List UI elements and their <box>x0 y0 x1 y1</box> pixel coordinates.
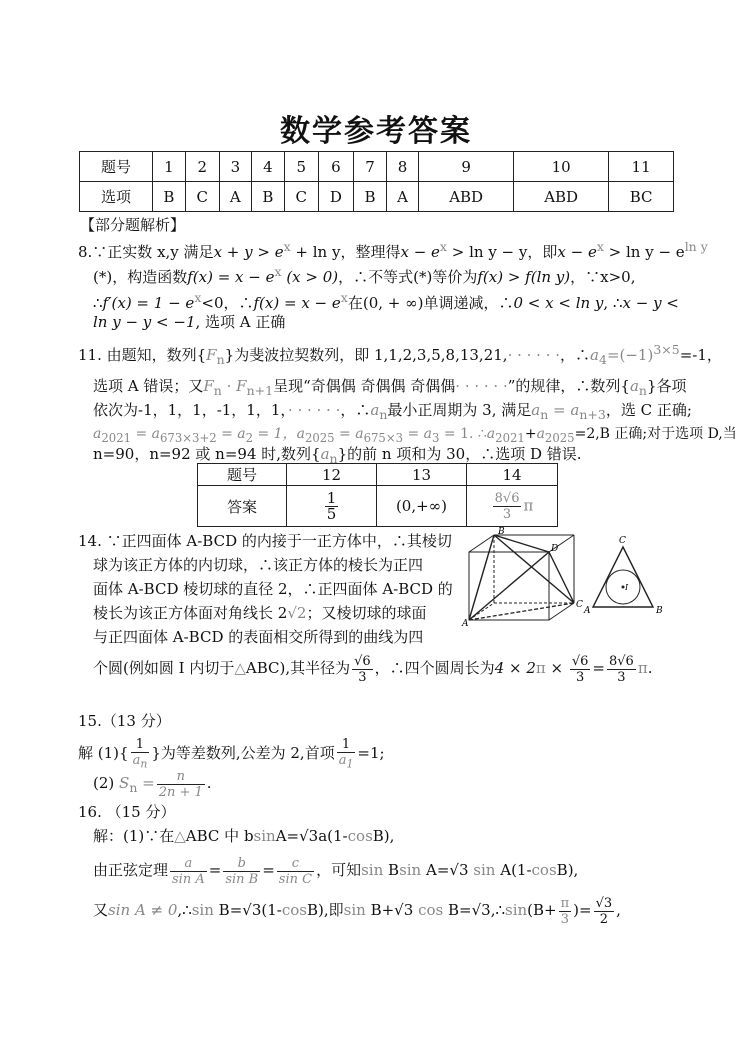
table-cell <box>467 486 558 527</box>
fraction <box>223 856 260 887</box>
text: (*)，构造函数 <box>93 268 188 286</box>
math-sup: ln y <box>684 239 708 254</box>
denominator: 5 <box>326 504 337 523</box>
text: B),即 <box>306 901 344 919</box>
table-row <box>198 464 558 486</box>
math: sin <box>399 861 422 879</box>
text: , 选项 A 正确 <box>195 313 286 331</box>
math: = a <box>216 426 246 442</box>
text: A(1- <box>500 861 532 879</box>
text: 由正弦定理 <box>93 861 169 879</box>
q15-header: 15.（13 分） <box>78 712 171 730</box>
math-sub: 675×3 <box>363 430 404 445</box>
q16-line-3 <box>93 890 621 930</box>
math: √2 <box>287 604 307 622</box>
text: B= <box>447 901 472 919</box>
numerator: 1 <box>131 737 150 753</box>
numerator: 8√6 <box>494 490 520 506</box>
text: }为斐波拉契数列，即 1,1,2,3,5,8,13,21, <box>224 346 508 364</box>
math: f(x) = x − e <box>187 268 275 286</box>
table-cell: 2 <box>185 152 219 182</box>
fraction <box>607 654 636 685</box>
ellipsis: · · · · · · <box>287 401 341 419</box>
text: ，∴不等式(*)等价为 <box>338 268 478 286</box>
q16-line-2: 由正弦定理 $\frac{a}{\text{sin A}}$ = $\frac{b}{\text{sin B}}$ = $\frac{c}{\text{sin C}}$ ，可知sin Bsin A=√3 sin A(1-cosB), <box>93 855 579 887</box>
text: ，可知 <box>316 861 362 879</box>
triangle-figure <box>593 547 653 607</box>
text: }各项 <box>646 377 687 395</box>
math: a <box>590 346 599 364</box>
text: 解：(1)∵在 <box>93 827 175 845</box>
math: = a <box>403 426 433 442</box>
text: B= <box>218 901 243 919</box>
math: · F <box>221 377 247 395</box>
page-title: 数学参考答案 <box>280 114 472 149</box>
math: = <box>592 659 605 677</box>
math-sub: n <box>140 757 148 771</box>
math-sub: n <box>329 451 338 466</box>
math: cos <box>281 901 307 919</box>
math-sub: n <box>638 383 647 398</box>
table-cell: ABD <box>419 182 514 212</box>
math: sin <box>473 861 496 879</box>
q16-line-1 <box>93 826 394 846</box>
numerator: √6 <box>571 653 589 669</box>
math: cos <box>347 827 373 845</box>
math: √3 <box>242 901 262 919</box>
math-sup: x <box>439 239 447 254</box>
cube-label: A <box>462 619 469 627</box>
math-sub: n <box>216 352 225 367</box>
cube-label: D <box>551 544 559 554</box>
text: B), <box>556 861 579 879</box>
math-sup: x <box>340 290 348 305</box>
math-sub: 673×3+2 <box>160 430 217 445</box>
text: ,∴ <box>177 901 192 919</box>
fraction <box>170 856 207 887</box>
fraction <box>352 654 373 685</box>
text: 又 <box>93 901 109 919</box>
denominator: sin B <box>225 871 259 887</box>
math-sup: 3×5 <box>653 342 680 357</box>
denominator: 2n + 1 <box>158 784 203 800</box>
table-cell: 5 <box>284 152 318 182</box>
table-cell: 题号 <box>198 464 287 486</box>
math: sin <box>361 861 384 879</box>
math-sub: 1 <box>346 757 354 771</box>
numerator: a <box>170 856 207 872</box>
denominator: 3 <box>560 911 570 927</box>
fraction <box>157 769 205 800</box>
numerator: π <box>560 895 570 911</box>
fraction <box>325 488 339 523</box>
q14-line-4 <box>93 603 426 623</box>
math: =(−1) <box>606 346 654 364</box>
text: , ∴ <box>603 294 623 312</box>
fraction <box>559 896 572 927</box>
text: . <box>206 774 212 792</box>
text: <0，∴ <box>201 294 254 312</box>
table-cell: B <box>153 182 186 212</box>
math: = a <box>131 426 161 442</box>
math: a <box>320 445 330 463</box>
math: sin <box>505 901 528 919</box>
denominator: 2 <box>599 911 608 927</box>
math: a <box>629 377 639 395</box>
numerator: √6 <box>354 653 371 669</box>
triangle-label: I <box>625 583 629 592</box>
table-cell: 10 <box>514 152 609 182</box>
cube-label: C <box>576 600 583 610</box>
tetra-hidden-edge <box>469 603 574 620</box>
table-cell: 14 <box>467 464 558 486</box>
table-cell: C <box>284 182 318 212</box>
math: △ <box>234 659 246 677</box>
math-sub: 2 <box>245 430 254 445</box>
text: }为等差数列,公差为 2,首项 <box>151 744 335 762</box>
math: x + y > e <box>213 243 284 261</box>
q14-line-2: 球为该正方体的内切球，∴该正方体的棱长为正四 <box>93 556 424 574</box>
fraction <box>594 896 615 927</box>
numerator: b <box>223 856 260 872</box>
math: = 1. ∴ <box>439 426 487 442</box>
math: = <box>137 774 155 792</box>
text: ，∴四个圆周长为 <box>374 659 495 677</box>
table-cell: 6 <box>318 152 353 182</box>
text: B+ <box>370 901 395 919</box>
text: A= <box>426 861 450 879</box>
math-sub: 2021 <box>101 430 132 445</box>
math: sin <box>343 901 366 919</box>
fraction <box>570 654 591 685</box>
numerator: 1 <box>337 737 356 753</box>
tetra-edge <box>469 535 494 620</box>
math-sub: 3 <box>432 430 440 445</box>
tetra-edge <box>469 552 549 620</box>
table-cell: 13 <box>377 464 467 486</box>
math: a <box>536 426 545 442</box>
text: 在 <box>347 294 363 312</box>
table-cell: D <box>318 182 353 212</box>
text: ,∴ <box>490 901 505 919</box>
math: F <box>206 346 217 364</box>
math: a <box>132 752 141 768</box>
math-sub: n <box>540 407 549 422</box>
table-cell: BC <box>609 182 674 212</box>
math: a <box>486 426 496 442</box>
fraction <box>277 856 314 887</box>
math: × <box>545 659 568 677</box>
table-cell: C <box>185 182 219 212</box>
q14-line-6 <box>93 652 652 685</box>
text: ；又棱切球的球面 <box>306 604 427 622</box>
text: 解 (1){ <box>78 744 129 762</box>
math: sin <box>191 901 214 919</box>
text: > ln y − e <box>603 243 685 261</box>
text: 棱长为该正方体面对角线长 2 <box>93 604 288 622</box>
q15-line-2 <box>93 765 212 806</box>
math: x − e <box>400 243 440 261</box>
math-sup: x <box>274 264 282 279</box>
math: π <box>637 659 648 677</box>
math: a <box>93 426 102 442</box>
math-sub: 2025 <box>544 430 575 445</box>
math: x − y < <box>622 294 679 312</box>
geometry-figure <box>460 527 682 627</box>
q8-line-3 <box>93 288 679 313</box>
math: sin <box>253 827 276 845</box>
text: =2,B 正确;对于选项 D,当 <box>574 426 737 442</box>
text: n=90，n=92 或 n=94 时,数列{ <box>93 445 321 463</box>
table-cell: 3 <box>219 152 251 182</box>
math: 0 < x < ln y <box>513 294 604 312</box>
text: 8.∵正实数 x,y 满足 <box>78 243 214 261</box>
math: (0, + ∞) <box>362 294 424 312</box>
math: ln y − y < −1 <box>93 313 196 331</box>
answer-table-1 <box>79 151 674 212</box>
math: √3 <box>471 901 491 919</box>
table-cell: 选项 <box>80 182 153 212</box>
table-cell: 答案 <box>198 486 287 527</box>
text: 11. 由题知，数列{ <box>78 346 207 364</box>
math-sub: 2021 <box>495 430 525 445</box>
q14-line-5: 与正四面体 A-BCD 的表面相交所得到的曲线为四 <box>93 628 424 646</box>
text: , <box>616 901 621 919</box>
math: f(x) = x − e <box>253 294 341 312</box>
q8-line-4 <box>93 312 285 332</box>
math: sin A ≠ 0 <box>108 901 178 919</box>
table-cell: 12 <box>287 464 377 486</box>
table-cell: 4 <box>251 152 284 182</box>
table-cell: (0,+∞) <box>377 486 467 527</box>
triangle-label: C <box>619 536 626 546</box>
math-sub: n <box>129 780 138 795</box>
numerator: 8√6 <box>609 653 634 669</box>
table-cell: A <box>386 182 418 212</box>
math: S <box>119 774 130 792</box>
table-row <box>80 152 674 182</box>
text: (1- <box>261 901 282 919</box>
math: π <box>535 659 546 677</box>
math: = a <box>334 426 364 442</box>
q8-line-2 <box>93 262 635 287</box>
text: =-1， <box>679 346 722 364</box>
table-row <box>80 182 674 212</box>
text: a(1- <box>318 827 348 845</box>
math: a <box>370 401 380 419</box>
math: (x > 0) <box>281 268 339 286</box>
text: (B+ <box>527 901 557 919</box>
math-sub: 2025 <box>304 430 335 445</box>
text: 最小正周期为 3, 满足 <box>387 401 532 419</box>
triangle-label: A <box>584 606 591 616</box>
math: √3 <box>394 901 414 919</box>
cube-label: B <box>498 527 505 537</box>
text: ，∵x>0, <box>570 268 636 286</box>
text: ，选 C 正确; <box>605 401 692 419</box>
math: a <box>338 752 347 768</box>
table-cell: 1 <box>153 152 186 182</box>
q14-line-1: 14. ∵正四面体 A-BCD 的内接于一正方体中，∴其棱切 <box>78 532 452 550</box>
math: cos <box>531 861 557 879</box>
text: B), <box>372 827 395 845</box>
text: 依次为-1，1，1，-1，1，1， <box>93 401 288 419</box>
math: √3 <box>299 827 319 845</box>
tetra-edge <box>494 535 574 603</box>
denominator: sin C <box>278 871 313 887</box>
denominator: 3 <box>358 669 367 685</box>
text: ，∴ <box>340 401 371 419</box>
pi-symbol: π <box>523 496 534 514</box>
table-cell: 题号 <box>80 152 153 182</box>
text: ABC),其半径为 <box>245 659 351 677</box>
text: }的前 n 项和为 30，∴选项 D 错误. <box>337 445 582 463</box>
cube-figure <box>469 535 574 620</box>
math-sup: x <box>283 239 291 254</box>
math: a <box>531 401 541 419</box>
fraction <box>337 737 356 772</box>
math: x − e <box>557 243 597 261</box>
q14-line-3: 面体 A-BCD 棱切球的直径 2，∴正四面体 A-BCD 的 <box>93 580 453 598</box>
math: △ <box>174 827 186 845</box>
table-cell <box>287 486 377 527</box>
q11-line-2 <box>93 376 687 401</box>
text: 单调递减，∴ <box>423 294 514 312</box>
table-cell: B <box>251 182 284 212</box>
math: = 1，a <box>253 426 305 442</box>
math: . <box>647 659 653 677</box>
fraction <box>493 491 522 522</box>
math-sub: n+3 <box>579 407 606 422</box>
text: 呈现“奇偶偶 奇偶偶 奇偶偶 <box>273 377 456 395</box>
text: )= <box>573 901 592 919</box>
text: (2) <box>93 774 115 792</box>
triangle-label: B <box>656 606 663 616</box>
table-cell: B <box>354 182 387 212</box>
denominator <box>337 753 356 772</box>
denominator: 3 <box>502 506 512 522</box>
math-sub: 4 <box>598 352 607 367</box>
text: ∴ <box>93 294 103 312</box>
answer-table-2 <box>197 463 558 527</box>
math-sup: x <box>194 290 202 305</box>
q8-line-1 <box>78 237 708 262</box>
math: F <box>203 377 214 395</box>
math-sub: n <box>213 383 222 398</box>
text: B <box>388 861 400 879</box>
table-cell: 7 <box>354 152 387 182</box>
text: A= <box>275 827 300 845</box>
math: f(x) > f(ln y) <box>477 268 571 286</box>
numerator: c <box>277 856 314 872</box>
math: = a <box>548 401 580 419</box>
numerator: √3 <box>595 895 613 911</box>
math-sub: n+1 <box>246 383 274 398</box>
text: ，∴ <box>560 346 591 364</box>
q16-header: 16. （15 分） <box>78 803 176 821</box>
table-cell: ABD <box>514 182 609 212</box>
tetra-edge <box>494 535 549 552</box>
text: + <box>524 426 537 442</box>
q11-line-3 <box>93 400 692 425</box>
text: ABC 中 b <box>185 827 254 845</box>
q11-line-1 <box>78 340 722 370</box>
table-row <box>198 486 558 527</box>
table-cell: 9 <box>419 152 514 182</box>
math-sup: x <box>596 239 604 254</box>
numerator: 1 <box>326 488 337 507</box>
text: + ln y，整理得 <box>290 243 401 261</box>
text: ”的规律，∴数列{ <box>507 377 630 395</box>
table-cell: 11 <box>609 152 674 182</box>
table-cell: A <box>219 182 251 212</box>
text: > ln y − y，即 <box>446 243 558 261</box>
ellipsis: · · · · · · <box>507 346 561 364</box>
math-sub: n <box>379 407 388 422</box>
denominator: sin A <box>172 871 205 887</box>
text: 个圆(例如圆 I 内切于 <box>93 659 235 677</box>
text: =1; <box>357 744 385 762</box>
math: cos <box>418 901 444 919</box>
denominator: 3 <box>617 669 626 685</box>
math: f′(x) = 1 − e <box>102 294 195 312</box>
table-cell: 8 <box>386 152 418 182</box>
math: 4 × 2 <box>494 659 536 677</box>
ellipsis: · · · · · · <box>455 377 508 395</box>
triangle-abc <box>593 547 653 607</box>
section-label: 【部分题解析】 <box>80 216 186 234</box>
tetra-edge <box>549 552 574 603</box>
numerator: n <box>157 769 205 785</box>
denominator: 3 <box>576 669 585 685</box>
math: √3 <box>449 861 469 879</box>
text: 选项 A 错误；又 <box>93 377 204 395</box>
